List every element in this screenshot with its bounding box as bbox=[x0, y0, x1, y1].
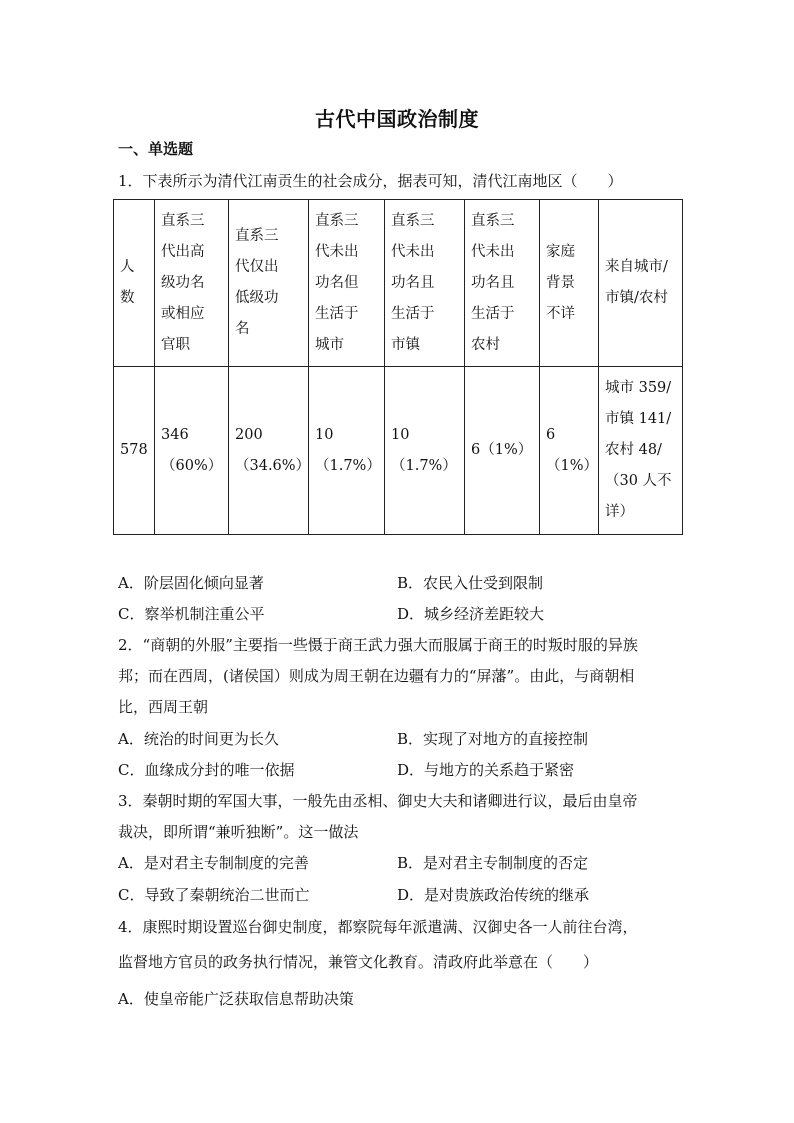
gongsheng-table bbox=[113, 199, 683, 535]
question-3-stem-line: 3．秦朝时期的军国大事，一般先由丞相、御史大夫和诸卿进行议，最后由皇帝 bbox=[118, 792, 638, 810]
question-2-stem-line: 比，西周王朝 bbox=[118, 698, 209, 716]
option-a: A．统治的时间更为长久 bbox=[118, 730, 279, 748]
table-header-cell: 直系三 代仅出 低级功 名 bbox=[229, 200, 309, 367]
table-header-cell: 直系三 代未出 功名且 生活于 农村 bbox=[465, 200, 540, 367]
question-4-stem-line: 监督地方官员的政务执行情况，兼管文化教育。清政府此举意在（ ） bbox=[118, 953, 599, 971]
question-3-stem-line: 裁决，即所谓“兼听独断”。这一做法 bbox=[118, 823, 359, 841]
table-cell: 6 （1%） bbox=[540, 367, 599, 535]
option-b: B．农民入仕受到限制 bbox=[397, 574, 544, 592]
option-a: A．是对君主专制制度的完善 bbox=[118, 854, 309, 872]
option-d: D．是对贵族政治传统的继承 bbox=[397, 886, 590, 904]
table-header-cell: 家庭 背景 不详 bbox=[540, 200, 599, 367]
table-cell: 578 bbox=[114, 367, 155, 535]
option-c: C．察举机制注重公平 bbox=[118, 605, 265, 623]
table-cell: 6（1%） bbox=[465, 367, 540, 535]
table-header-cell: 直系三 代未出 功名且 生活于 市镇 bbox=[385, 200, 465, 367]
table-cell: 200 （34.6%） bbox=[229, 367, 309, 535]
option-c: C．血缘成分封的唯一依据 bbox=[118, 761, 295, 779]
option-a: A．使皇帝能广泛获取信息帮助决策 bbox=[118, 990, 354, 1008]
page-title: 古代中国政治制度 bbox=[315, 107, 479, 131]
option-d: D．城乡经济差距较大 bbox=[397, 605, 545, 623]
question-1-stem: 1．下表所示为清代江南贡生的社会成分，据表可知，清代江南地区（ ） bbox=[118, 172, 623, 190]
option-a: A．阶层固化倾向显著 bbox=[118, 574, 264, 592]
table-cell: 10 （1.7%） bbox=[309, 367, 385, 535]
question-2-stem-line: 2．“商朝的外服”主要指一些慑于商王武力强大而服属于商王的时叛时服的异族 bbox=[118, 636, 638, 654]
table-header-cell: 人 数 bbox=[114, 200, 155, 367]
table-header-cell: 直系三 代出高 级功名 或相应 官职 bbox=[155, 200, 229, 367]
section-heading: 一、单选题 bbox=[118, 140, 194, 158]
table-cell: 城市 359/ 市镇 141/ 农村 48/ （30 人不 详） bbox=[599, 367, 683, 535]
option-d: D．与地方的关系趋于紧密 bbox=[397, 761, 575, 779]
table-header-cell: 直系三 代未出 功名但 生活于 城市 bbox=[309, 200, 385, 367]
question-4-stem-line: 4．康熙时期设置巡台御史制度，都察院每年派遣满、汉御史各一人前往台湾， bbox=[118, 918, 638, 936]
table-header-cell: 来自城市/ 市镇/农村 bbox=[599, 200, 683, 367]
option-b: B．是对君主专制制度的否定 bbox=[397, 854, 589, 872]
table-row bbox=[114, 367, 683, 535]
option-b: B．实现了对地方的直接控制 bbox=[397, 730, 589, 748]
option-c: C．导致了秦朝统治二世而亡 bbox=[118, 886, 310, 904]
question-2-stem-line: 邦；而在西周，(诸侯国）则成为周王朝在边疆有力的“屏藩”。由此，与商朝相 bbox=[118, 667, 635, 685]
table-header-row bbox=[114, 200, 683, 367]
table-cell: 10 （1.7%） bbox=[385, 367, 465, 535]
table-cell: 346 （60%） bbox=[155, 367, 229, 535]
